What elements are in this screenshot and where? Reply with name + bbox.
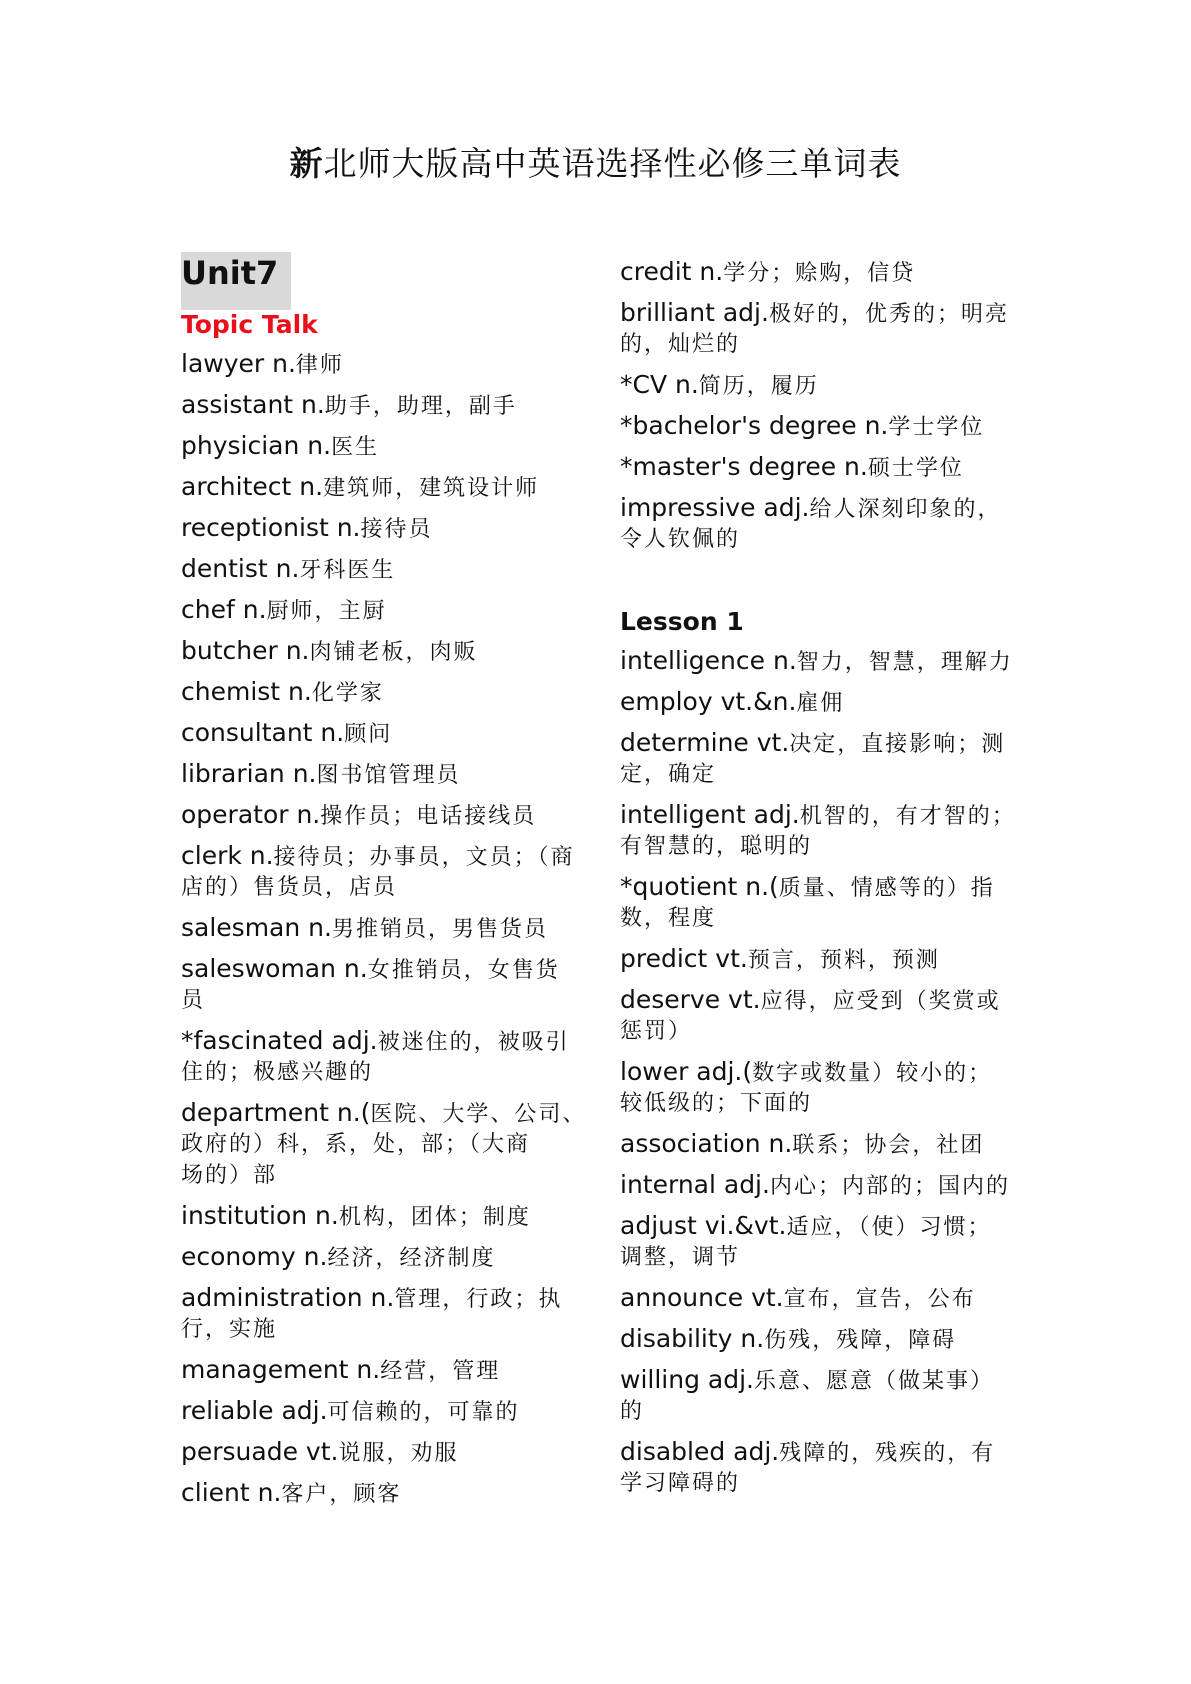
vocab-entry (181, 1432, 458, 1474)
vocab-definition-continued: 行，实施 (181, 1317, 278, 1342)
vocab-word: disability n. (620, 1324, 765, 1353)
vocab-definition-continued: 有智慧的，聪明的 (620, 834, 813, 859)
vocab-entry (620, 365, 819, 407)
title-bold-char: 新 (289, 144, 324, 183)
vocab-entry (620, 867, 995, 909)
vocab-entry (181, 344, 344, 386)
vocab-definition: 男推销员，男售货员 (331, 917, 548, 942)
vocab-entry (181, 1196, 531, 1238)
vocab-definition-continued: 场的）部 (181, 1163, 278, 1188)
vocab-definition: 图书馆管理员 (316, 763, 461, 788)
vocab-word: internal adj. (620, 1170, 770, 1199)
vocab-definition-continued: 较低级的；下面的 (620, 1091, 813, 1116)
vocab-word: butcher n. (181, 636, 310, 665)
vocab-definition: 学分；赊购，信贷 (723, 261, 916, 286)
vocab-entry (620, 1052, 992, 1094)
vocab-entry (620, 723, 1005, 765)
vocab-definition-continued: 调整，调节 (620, 1245, 741, 1270)
vocab-definition: 接待员 (360, 517, 433, 542)
vocab-word: administration n. (181, 1283, 395, 1312)
vocab-word: announce vt. (620, 1283, 784, 1312)
vocab-definition: 客户，顾客 (281, 1482, 402, 1507)
vocab-word: adjust vi.&vt. (620, 1211, 787, 1240)
vocab-definition: 应得，应受到（奖赏或 (760, 989, 1001, 1014)
vocab-definition-continued: 员 (181, 988, 206, 1013)
vocab-definition: 被迷住的，被吸引 (377, 1030, 570, 1055)
vocab-definition: 接待员；办事员，文员；（商 (273, 845, 575, 870)
vocab-word: *fascinated adj. (181, 1026, 378, 1055)
vocab-word: determine vt. (620, 728, 790, 757)
vocab-word: assistant n. (181, 390, 325, 419)
vocab-entry (181, 1278, 562, 1320)
vocab-definition-continued: 住的；极感兴趣的 (181, 1060, 374, 1085)
vocab-definition: 可信赖的，可靠的 (327, 1400, 520, 1425)
vocab-entry (181, 1237, 495, 1279)
vocab-definition: 牙科医生 (299, 558, 396, 583)
vocab-entry (620, 641, 1013, 683)
vocab-entry (620, 795, 1016, 837)
vocab-word: institution n. (181, 1201, 339, 1230)
vocab-word: physician n. (181, 431, 332, 460)
vocab-entry (620, 293, 1009, 335)
vocab-entry (181, 426, 379, 468)
vocab-word: *master's degree n. (620, 452, 868, 481)
vocab-definition: 建筑师，建筑设计师 (323, 476, 540, 501)
vocab-entry (181, 908, 548, 950)
vocab-definition-continued: 定，确定 (620, 762, 717, 787)
vocab-definition-continued: 政府的）科，系，处，部；（大商 (181, 1132, 531, 1157)
vocab-entry (181, 713, 392, 755)
vocab-entry (620, 1206, 992, 1248)
vocab-definition: 女推销员，女售货 (367, 958, 560, 983)
vocab-word: persuade vt. (181, 1437, 339, 1466)
vocab-definition: 预言，预料，预测 (747, 948, 940, 973)
vocab-entry (181, 631, 478, 673)
vocab-word: intelligence n. (620, 646, 797, 675)
vocab-entry (620, 447, 964, 489)
vocab-definition: 肉铺老板，肉贩 (309, 640, 478, 665)
vocab-definition: 智力，智慧，理解力 (796, 650, 1013, 675)
vocab-definition: 简历，履历 (698, 374, 819, 399)
vocab-definition: 化学家 (311, 681, 384, 706)
vocab-entry (181, 508, 433, 550)
vocab-word: department n.( (181, 1098, 371, 1127)
vocab-word: employ vt.&n. (620, 687, 797, 716)
vocab-definition: 决定，直接影响；测 (789, 732, 1006, 757)
vocab-definition-continued: 学习障碍的 (620, 1471, 741, 1496)
vocab-entry (620, 1124, 984, 1166)
vocab-word: predict vt. (620, 944, 748, 973)
vocab-word: brilliant adj. (620, 298, 769, 327)
vocab-word: association n. (620, 1129, 793, 1158)
vocab-definition-continued: 令人钦佩的 (620, 527, 741, 552)
vocab-entry (181, 1391, 520, 1433)
vocab-definition: 乐意、愿意（做某事） (753, 1369, 994, 1394)
vocab-word: credit n. (620, 257, 724, 286)
document-title (0, 138, 1191, 185)
vocab-word: economy n. (181, 1242, 328, 1271)
title-text: 北师大版高中英语选择性必修三单词表 (323, 144, 902, 183)
vocab-entry (181, 1021, 570, 1063)
vocab-entry (181, 795, 536, 837)
vocab-definition: 机构，团体；制度 (338, 1205, 531, 1230)
vocab-definition: 管理，行政；执 (394, 1287, 563, 1312)
vocab-entry (181, 754, 461, 796)
vocab-word: receptionist n. (181, 513, 361, 542)
vocab-word: lawyer n. (181, 349, 296, 378)
vocab-word: *CV n. (620, 370, 699, 399)
vocab-entry (620, 252, 915, 294)
vocab-word: salesman n. (181, 913, 332, 942)
vocab-word: lower adj.( (620, 1057, 753, 1086)
vocab-entry (620, 488, 1002, 530)
vocab-word: operator n. (181, 800, 321, 829)
vocab-word: chemist n. (181, 677, 312, 706)
vocab-entry (620, 682, 844, 724)
vocab-word: *bachelor's degree n. (620, 411, 889, 440)
vocab-definition: 宣布，宣告，公布 (783, 1287, 976, 1312)
vocab-definition: 适应，（使）习惯； (786, 1215, 992, 1240)
vocab-definition: 雇佣 (796, 691, 845, 716)
vocab-entry (620, 1165, 1010, 1207)
vocab-definition: 内心；内部的；国内的 (769, 1174, 1010, 1199)
vocab-definition: 学士学位 (888, 415, 985, 440)
vocab-word: management n. (181, 1355, 381, 1384)
vocab-entry (181, 836, 575, 878)
vocab-word: dentist n. (181, 554, 300, 583)
section-heading-lesson-1: Lesson 1 (620, 607, 744, 636)
vocab-entry (181, 672, 384, 714)
vocab-definition: 助手，助理，副手 (324, 394, 517, 419)
vocab-entry (181, 385, 517, 427)
vocab-definition: 医生 (331, 435, 380, 460)
vocab-word: willing adj. (620, 1365, 754, 1394)
vocab-entry (620, 980, 1001, 1022)
vocab-word: deserve vt. (620, 985, 761, 1014)
vocab-definition-continued: 惩罚） (620, 1019, 693, 1044)
vocab-word: clerk n. (181, 841, 274, 870)
vocab-word: chef n. (181, 595, 267, 624)
vocab-word: intelligent adj. (620, 800, 800, 829)
vocab-entry (620, 939, 940, 981)
vocab-definition-continued: 数，程度 (620, 906, 717, 931)
vocab-word: reliable adj. (181, 1396, 328, 1425)
section-heading-topic-talk: Topic Talk (181, 310, 318, 339)
vocab-word: disabled adj. (620, 1437, 780, 1466)
vocab-entry (181, 467, 539, 509)
vocab-entry (620, 406, 984, 448)
vocab-definition: 医院、大学、公司、 (370, 1102, 587, 1127)
vocab-entry (181, 590, 387, 632)
vocab-entry (620, 1432, 995, 1474)
vocab-entry (181, 1350, 500, 1392)
vocab-word: architect n. (181, 472, 324, 501)
vocab-definition: 给人深刻印象的， (809, 497, 1002, 522)
vocab-entry (620, 1319, 956, 1361)
vocab-definition: 顾问 (344, 722, 393, 747)
vocab-definition: 操作员；电话接线员 (320, 804, 537, 829)
unit-label: Unit7 (181, 254, 279, 292)
vocab-entry (181, 549, 395, 591)
vocab-definition-continued: 店的）售货员，店员 (181, 875, 398, 900)
vocab-definition: 机智的，有才智的； (799, 804, 1016, 829)
vocab-definition: 硕士学位 (867, 456, 964, 481)
vocab-definition: 质量、情感等的）指 (778, 876, 995, 901)
vocab-word: *quotient n.( (620, 872, 779, 901)
vocab-definition: 联系；协会，社团 (792, 1133, 985, 1158)
vocab-word: librarian n. (181, 759, 317, 788)
vocab-entry (620, 1278, 976, 1320)
vocab-entry (181, 949, 560, 991)
vocab-word: saleswoman n. (181, 954, 368, 983)
unit-heading (181, 252, 291, 310)
vocab-word: consultant n. (181, 718, 345, 747)
vocab-definition-continued: 的 (620, 1399, 645, 1424)
vocab-definition: 残障的，残疾的，有 (779, 1441, 996, 1466)
vocab-definition: 数字或数量）较小的； (752, 1061, 993, 1086)
vocab-word: client n. (181, 1478, 282, 1507)
vocab-definition-continued: 的，灿烂的 (620, 332, 741, 357)
vocab-entry (620, 1360, 994, 1402)
vocab-definition: 律师 (295, 353, 344, 378)
vocab-definition: 经营，管理 (380, 1359, 501, 1384)
vocab-definition: 极好的，优秀的；明亮 (768, 302, 1009, 327)
vocab-definition: 说服，劝服 (338, 1441, 459, 1466)
vocab-definition: 厨师，主厨 (266, 599, 387, 624)
vocab-entry (181, 1093, 586, 1135)
vocab-entry (181, 1473, 401, 1515)
vocab-definition: 经济，经济制度 (327, 1246, 496, 1271)
vocab-word: impressive adj. (620, 493, 810, 522)
vocab-definition: 伤残，残障，障碍 (764, 1328, 957, 1353)
